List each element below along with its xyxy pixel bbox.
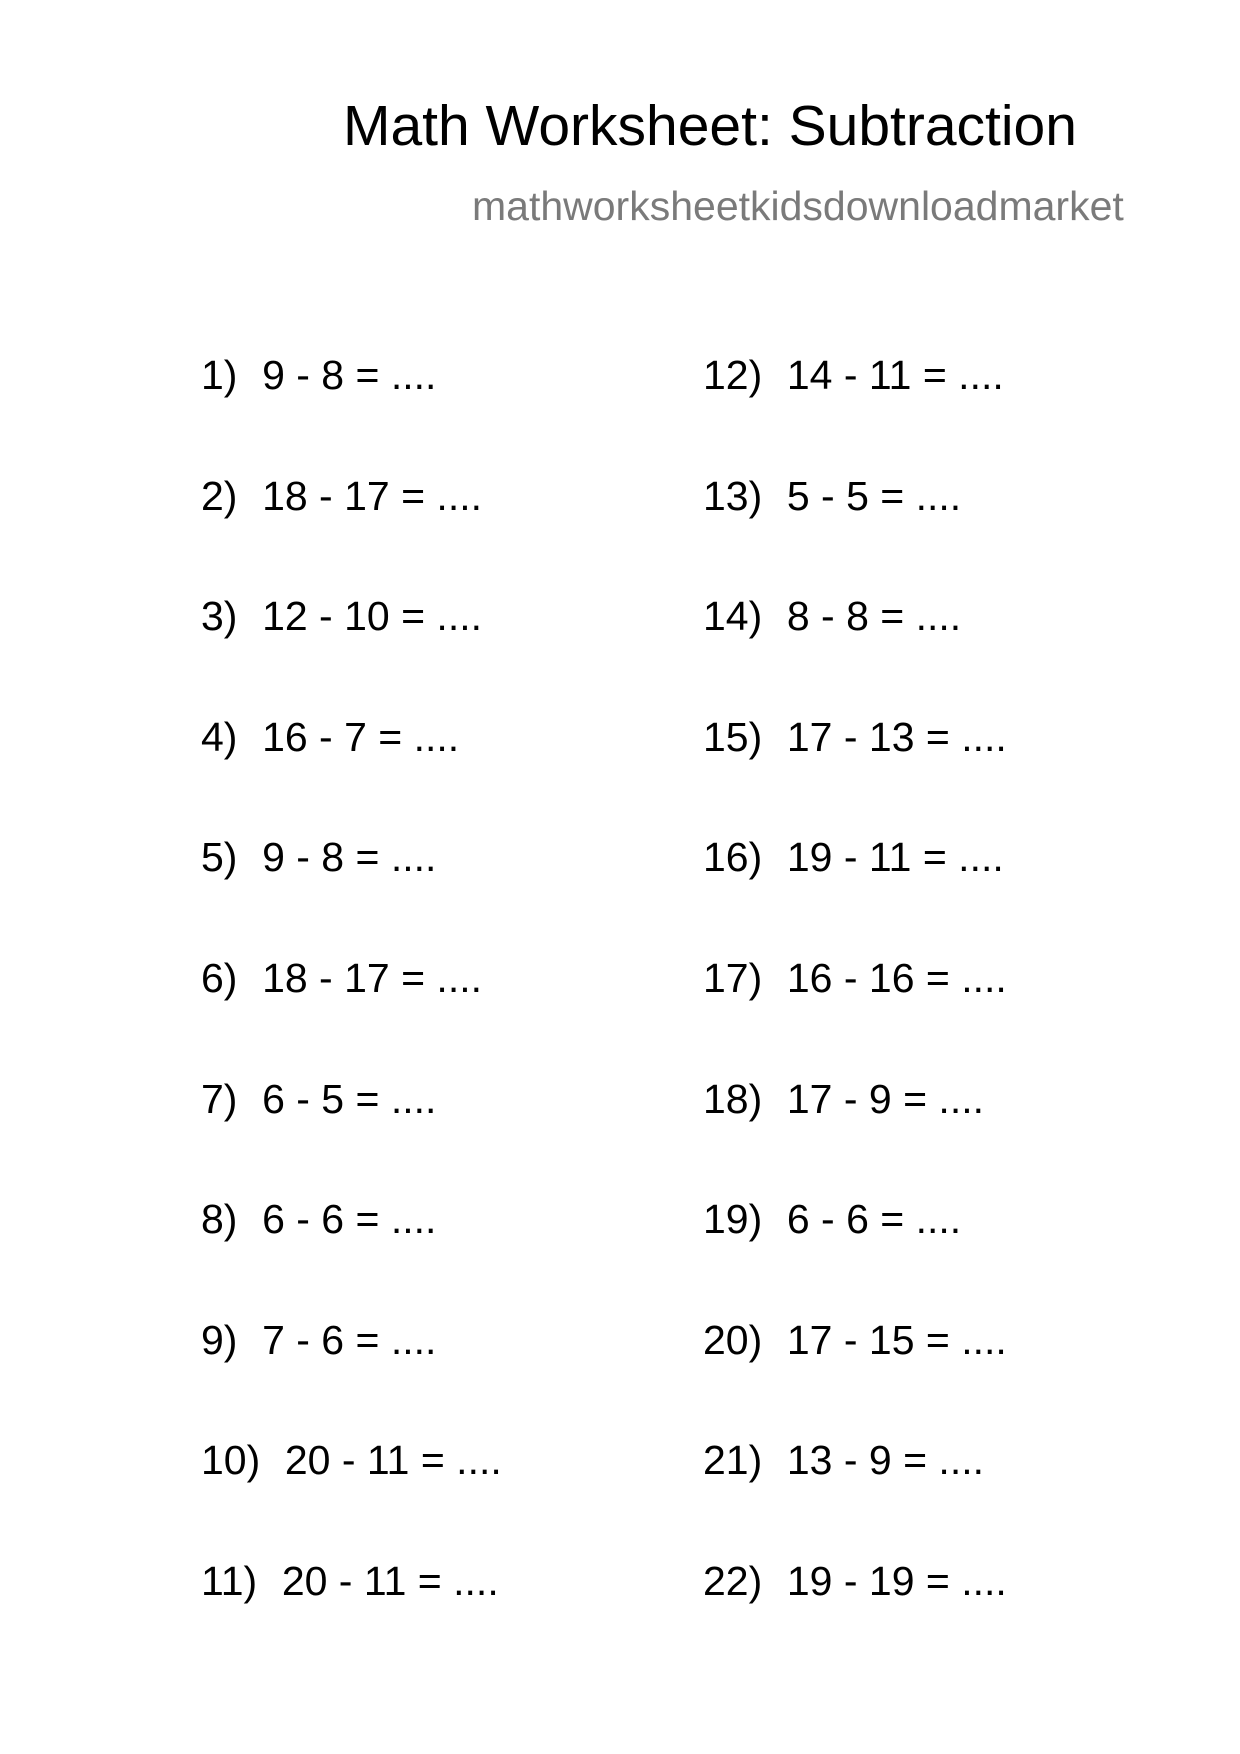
worksheet-subtitle: mathworksheetkidsdownloadmarket — [472, 183, 1124, 229]
problem-expression: 16 - 7 = .... — [262, 713, 460, 760]
problem-number: 1) — [201, 352, 238, 398]
problem-item — [201, 1557, 661, 1682]
problem-expression: 18 - 17 = .... — [262, 954, 482, 1001]
problem-item — [703, 472, 1163, 597]
problem-expression: 19 - 19 = .... — [786, 1557, 1007, 1604]
problem-expression: 17 - 15 = .... — [786, 1316, 1007, 1363]
problem-item — [703, 352, 1163, 476]
problem-number: 10) — [201, 1437, 261, 1484]
problem-number: 3) — [201, 593, 238, 640]
problem-item — [201, 954, 661, 1079]
worksheet-title: Math Worksheet: Subtraction — [343, 94, 1077, 158]
problem-item — [703, 713, 1163, 838]
problem-expression: 17 - 9 = .... — [786, 1075, 984, 1122]
problem-expression: 20 - 11 = .... — [281, 1557, 499, 1604]
problem-number: 9) — [201, 1316, 238, 1363]
problem-item — [201, 834, 661, 958]
problem-number: 5) — [201, 834, 238, 881]
problem-item — [703, 954, 1163, 1079]
problem-item — [201, 472, 661, 597]
problem-expression: 9 - 8 = .... — [262, 352, 437, 398]
problem-item — [201, 352, 661, 476]
problem-number: 4) — [201, 713, 238, 760]
problem-expression: 5 - 5 = .... — [786, 472, 962, 519]
problem-expression: 6 - 5 = .... — [262, 1075, 437, 1122]
problem-expression: 7 - 6 = .... — [262, 1316, 437, 1363]
problem-item — [703, 1196, 1163, 1320]
problem-item — [703, 593, 1163, 717]
problem-item — [201, 593, 661, 717]
problem-expression: 17 - 13 = .... — [786, 713, 1007, 760]
problem-item — [201, 1196, 661, 1320]
problem-number: 21) — [703, 1437, 763, 1484]
problem-item — [703, 1075, 1163, 1200]
problem-item — [703, 1316, 1163, 1441]
problem-number: 15) — [703, 713, 763, 760]
problem-item — [703, 1437, 1163, 1561]
problems-left-column — [201, 352, 661, 1682]
problem-number: 7) — [201, 1075, 238, 1122]
problem-number: 18) — [703, 1075, 763, 1122]
problem-item — [703, 834, 1163, 958]
problem-number: 12) — [703, 352, 763, 398]
problem-expression: 18 - 17 = .... — [262, 472, 482, 519]
problem-item — [201, 1075, 661, 1200]
problem-number: 2) — [201, 472, 238, 519]
problem-item — [201, 713, 661, 838]
problem-number: 14) — [703, 593, 763, 640]
problem-number: 16) — [703, 834, 763, 881]
problem-number: 19) — [703, 1196, 763, 1243]
problem-expression: 8 - 8 = .... — [786, 593, 962, 640]
problem-expression: 20 - 11 = .... — [284, 1437, 502, 1484]
problem-expression: 14 - 11 = .... — [786, 352, 1004, 398]
problem-number: 20) — [703, 1316, 763, 1363]
problem-expression: 9 - 8 = .... — [262, 834, 437, 881]
problem-number: 6) — [201, 954, 238, 1001]
problem-item — [201, 1316, 661, 1441]
problem-number: 13) — [703, 472, 763, 519]
problem-expression: 12 - 10 = .... — [262, 593, 482, 640]
problem-expression: 13 - 9 = .... — [786, 1437, 984, 1484]
problem-item — [703, 1557, 1163, 1682]
problem-expression: 6 - 6 = .... — [786, 1196, 962, 1243]
problem-expression: 19 - 11 = .... — [786, 834, 1004, 881]
problem-expression: 6 - 6 = .... — [262, 1196, 437, 1243]
problem-number: 17) — [703, 954, 763, 1001]
problem-expression: 16 - 16 = .... — [786, 954, 1007, 1001]
problems-right-column — [703, 352, 1163, 1682]
problem-number: 8) — [201, 1196, 238, 1243]
problem-item — [201, 1437, 661, 1561]
problem-number: 22) — [703, 1557, 763, 1604]
problem-number: 11) — [201, 1557, 258, 1604]
